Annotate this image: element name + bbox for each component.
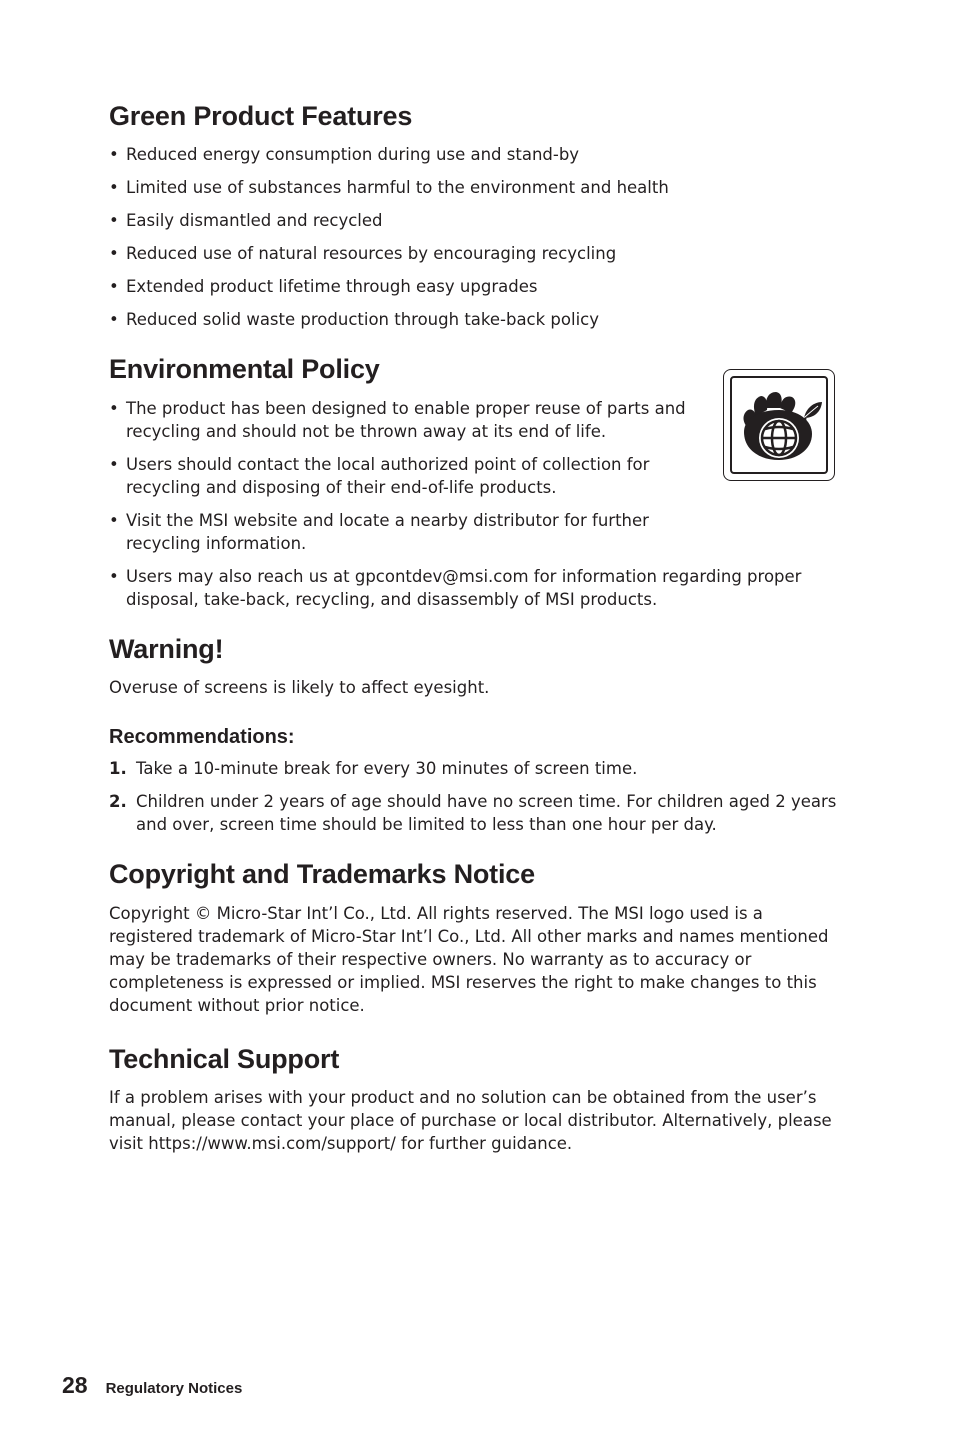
list-item: • The product has been designed to enable proper reuse of parts and recycling and should not be thrown away at its end of life. — [109, 397, 726, 443]
recycle-hand-globe-icon — [730, 376, 828, 474]
list-item: • Users may also reach us at gpcontdev@msi.com for information regarding proper disposal, take-back, recycling, and disassembly of MSI products. — [109, 565, 849, 611]
list-text: Children under 2 years of age should have no screen time. For children aged 2 years and over, screen time should be limited to less than one hour per day. — [136, 792, 837, 835]
green-section — [109, 100, 849, 331]
recommendations-list — [109, 757, 849, 836]
list-item — [109, 757, 849, 780]
list-item: • Easily dismantled and recycled — [109, 209, 849, 232]
page-footer — [62, 1372, 242, 1399]
warning-section — [109, 633, 849, 836]
green-list — [109, 143, 849, 331]
list-item: • Users should contact the local authorized point of collection for recycling and disposing of their end-of-life products. — [109, 453, 726, 499]
recycle-logo — [723, 369, 835, 481]
list-item: • Reduced use of natural resources by encouraging recycling — [109, 242, 849, 265]
list-text: Take a 10-minute break for every 30 minutes of screen time. — [136, 759, 638, 779]
list-number: 2. — [109, 792, 127, 812]
support-title: Technical Support — [109, 1043, 340, 1074]
page-number: 28 — [62, 1372, 88, 1398]
list-item: • Limited use of substances harmful to the environment and health — [109, 176, 849, 199]
list-item — [109, 790, 849, 836]
page-content — [109, 100, 849, 1177]
list-item: • Extended product lifetime through easy upgrades — [109, 275, 849, 298]
environmental-title: Environmental Policy — [109, 354, 380, 385]
copyright-section — [109, 858, 849, 1016]
copyright-text: Copyright © Micro-Star Int’l Co., Ltd. All rights reserved. The MSI logo used is a registered trademark of Micro-Star Int’l Co., Ltd. All other marks and names mentioned may be trademarks of their respective owners. No warranty as to accuracy or completeness is expressed or implied. MSI reserves the right to make changes to this document without prior notice. — [109, 903, 829, 1015]
list-item: • Reduced energy consumption during use and stand-by — [109, 143, 849, 166]
footer-label: Regulatory Notices — [105, 1380, 243, 1397]
environmental-section — [109, 353, 849, 610]
list-item: • Reduced solid waste production through take-back policy — [109, 308, 849, 331]
warning-title: Warning! — [109, 633, 224, 664]
support-text: If a problem arises with your product and no solution can be obtained from the user’s manual, please contact your place of purchase or local distributor. Alternatively, please visit https://www.msi.com/support/ for further guidance. — [109, 1087, 832, 1153]
warning-text: Overuse of screens is likely to affect eyesight. — [109, 678, 490, 698]
green-title: Green Product Features — [109, 101, 413, 131]
list-item: • Visit the MSI website and locate a nearby distributor for further recycling information. — [109, 509, 726, 555]
copyright-title: Copyright and Trademarks Notice — [109, 859, 535, 890]
recommendations-title: Recommendations: — [109, 726, 295, 749]
list-number: 1. — [109, 759, 127, 779]
support-section — [109, 1043, 849, 1155]
